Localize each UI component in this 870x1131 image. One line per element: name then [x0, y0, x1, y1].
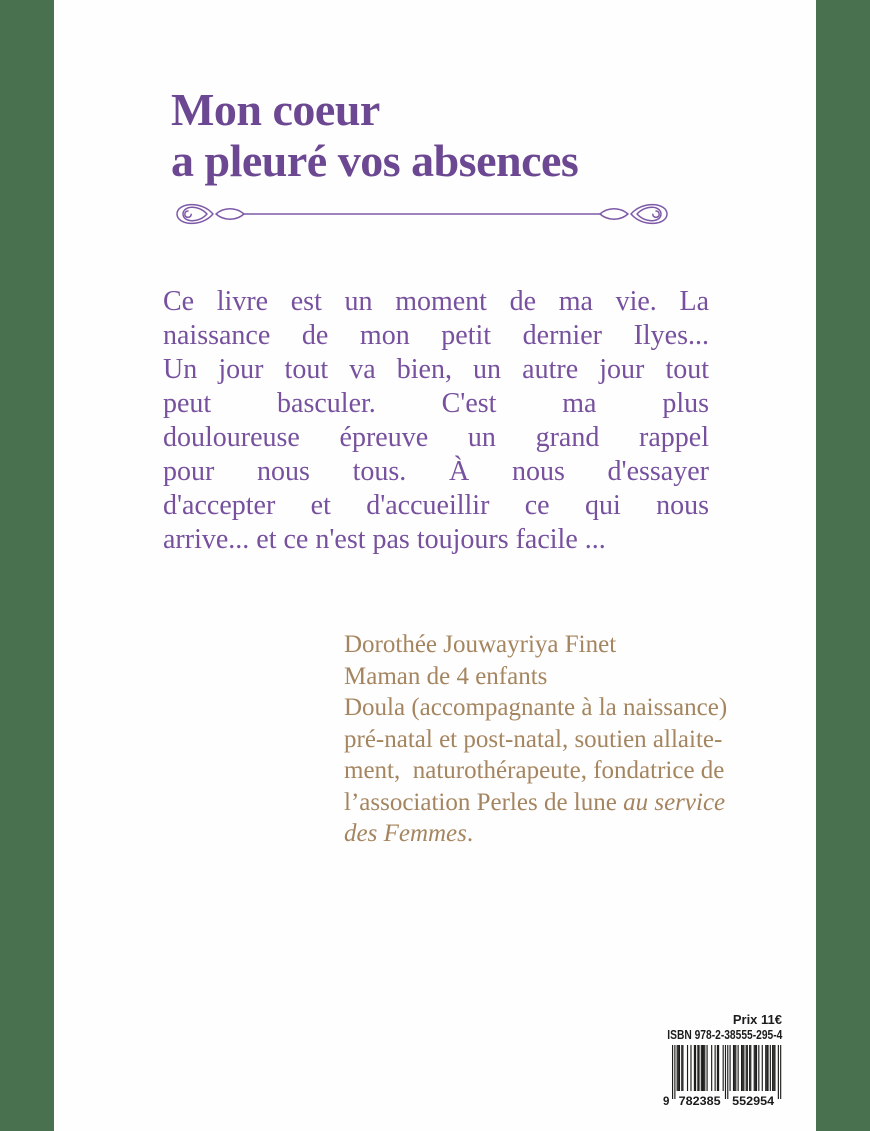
synopsis-line: pour nous tous. À nous d'essayer — [163, 456, 709, 487]
synopsis-line: arrive... et ce n'est pas toujours facile ... — [163, 524, 606, 555]
barcode-digit-left: 9 — [663, 1096, 670, 1107]
price-label: Prix 11€ — [732, 1012, 782, 1027]
divider-ornament-icon — [172, 197, 672, 231]
ean-barcode — [663, 1045, 782, 1107]
synopsis-line: Ce livre est un moment de ma vie. La — [163, 286, 709, 317]
author-bio-line: Doula (accompagnante à la naissance) — [344, 694, 728, 721]
synopsis-line: peut basculer. C'est ma plus — [163, 388, 709, 419]
author-bio-line: Dorothée Jouwayriya Finet — [344, 631, 617, 658]
author-bio-line: pré-natal et post-natal, soutien allaite- — [344, 725, 723, 753]
barcode-digits-group2: 552954 — [732, 1096, 775, 1107]
synopsis-line: naissance de mon petit dernier Ilyes... — [163, 320, 709, 351]
backdrop-right — [816, 0, 870, 1131]
book-cover — [54, 0, 816, 1131]
isbn-label: ISBN 978-2-38555-295-4 — [666, 1028, 782, 1042]
author-bio-line: des Femmes. — [344, 820, 474, 847]
author-bio-line: ment, naturothérapeute, fondatrice de — [344, 757, 725, 784]
author-bio — [344, 629, 814, 850]
backdrop-left — [0, 0, 54, 1131]
title-line-2: a pleuré vos absences — [171, 135, 579, 186]
barcode-block — [612, 1012, 782, 1107]
author-bio-line: Maman de 4 enfants — [344, 662, 548, 690]
book-title — [171, 84, 578, 186]
synopsis-line: d'accepter et d'accueillir ce qui nous — [163, 490, 709, 521]
ornament-right — [600, 205, 667, 224]
title-line-1: Mon coeur — [171, 84, 380, 135]
synopsis-paragraph — [163, 285, 709, 557]
synopsis-line: Un jour tout va bien, un autre jour tout — [163, 354, 709, 385]
ornament-left — [177, 205, 244, 224]
synopsis-line: douloureuse épreuve un grand rappel — [163, 422, 709, 453]
barcode-digits-group1: 782385 — [678, 1096, 722, 1107]
author-bio-line: l’association Perles de lune au service — [344, 788, 726, 816]
